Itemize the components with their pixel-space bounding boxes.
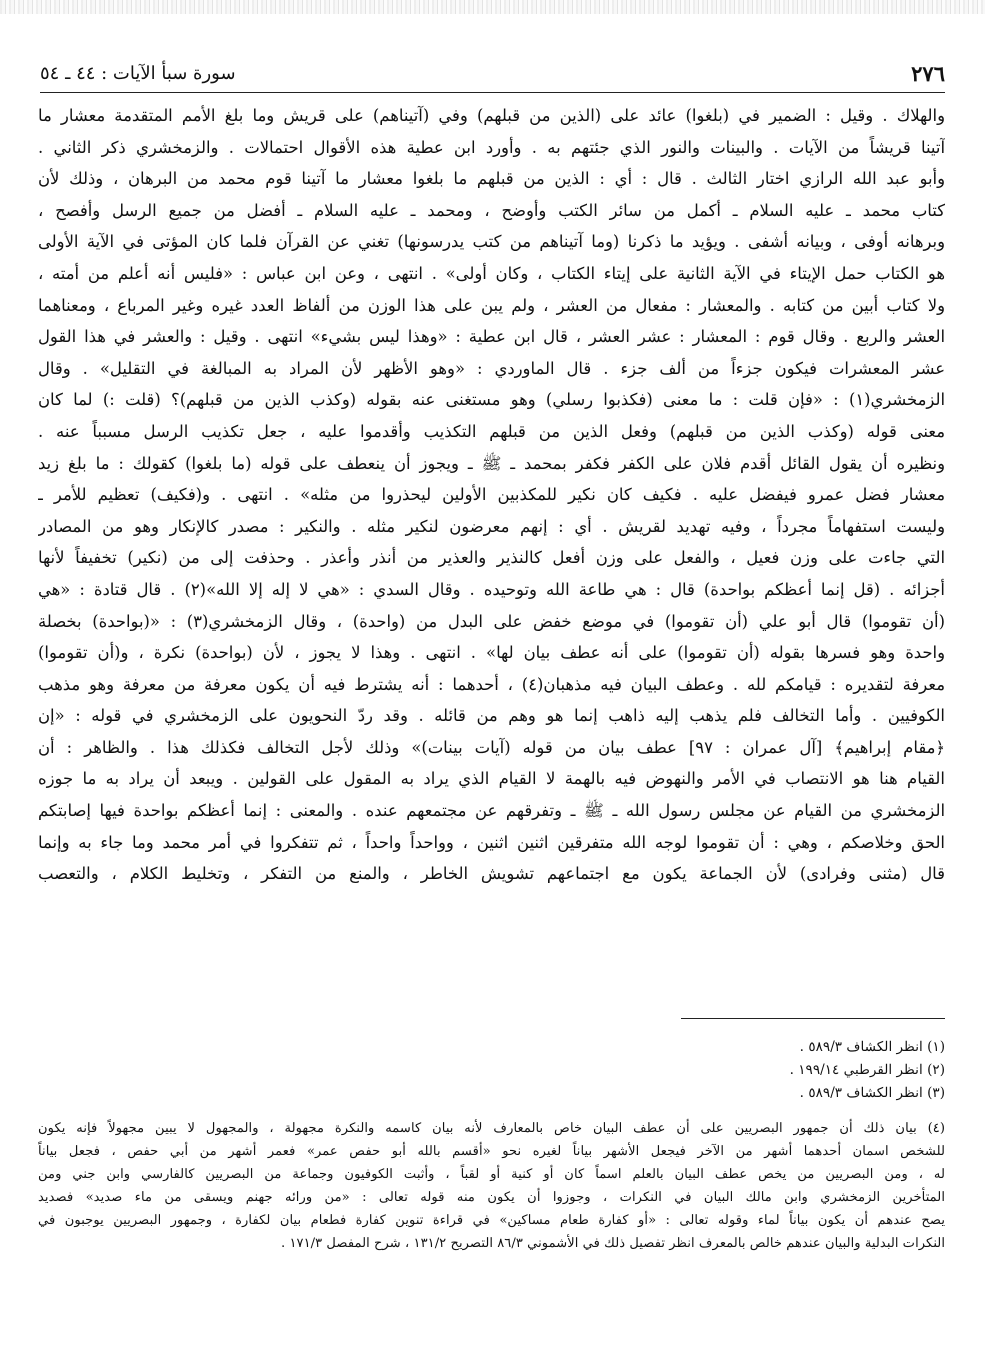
text-line: وليست استفهاماً مجرداً ، وفيه تهديد لقريش . أي : إنهم معرضون لنكير مثله . والنكير : مصدر كالإنكار وهو من المصادر [38, 516, 945, 536]
text-line: الكوفيين . وأما التخالف فلم يذهب إليه ذاهب إنما هو وهم من قائله . وقد ردّ النحويون على الزمخشري في قوله : «إن [38, 706, 945, 726]
scan-edge [0, 0, 985, 14]
text-line: القيام هنا هو الانتصاب في الأمر والنهوض فيه بالهمة لا القيام الذي يراد به المقول على القولين . ويبعد أن يراد به ما جوزه [38, 769, 945, 789]
text-line: والهلاك . وقيل : الضمير في (بلغوا) عائد على (الذين من قبلهم) وفي (آتيناهم) على قريش وما بلغ الأمم المتقدمة معشار ما [38, 106, 945, 125]
page-header [40, 58, 945, 88]
text-line: آتينا قريشاً من الآيات . والبينات والنور الذي جئتهم به . وأورد ابن عطية هذه الأقوال احتمالات . والزمخشري ذكر الثاني . [38, 137, 945, 157]
footnote-divider [681, 1018, 945, 1019]
footnote-4 [38, 1117, 945, 1255]
footnote-line: يصح عندهم أن يكون بياناً لماء وقوله تعالى : «أو كفارة طعام مساكين» في قراءة تنوين كفارة فطعام بيان لكفارة ، وجمهور البصريين يوجبون في [38, 1213, 945, 1228]
text-line: قال (مثنى وفرادى) لأن الجماعة يكون مع اجتماعهم تشويش الخاطر ، والمنع من التفكر ، وتخليط الكلام ، والتعصب [38, 864, 945, 884]
text-line: أجزائه . (قل إنما أعظكم بواحدة) قال : هي طاعة الله وتوحيده . وقال السدي : «هي لا إله إلا الله»(٢) . قال قتادة : «هي [38, 579, 945, 599]
text-line: ﴿مقام إبراهيم﴾ [آل عمران : ٩٧] عطف بيان من قوله (آيات بينات)» وذلك لأجل التخالف فكذلك هذا . والظاهر : أن [38, 737, 945, 757]
text-line: التي جاءت على وزن فعيل ، والفعل على وزن أفعل كالنذير والعذير من أنذر وأعذر . وحذفت إلى من (نكير) تخفيفاً لأنها [38, 548, 945, 568]
text-line: عشر المعشرات فيكون جزءاً من ألف جزء . قال الماوردي : «وهو الأظهر لأن المراد به المبالغة في التقليل» . وقال [38, 358, 945, 378]
footnote: (٣) انظر الكشاف ٥٨٩/٣ . [799, 1085, 945, 1101]
text-line: معرفة لتقديره : قيامكم لله . وعطف البيان فيه مذهبان(٤) ، أحدهما : أنه يشترط فيه أن يكون معرفة من معرفة وهو مذهب [38, 674, 945, 694]
text-line: (أن تقوموا) قال أبو علي (أن تقوموا) في موضع خفض على البدل من (واحدة) ، وقال الزمخشري(٣) : «(بواحدة) بخصلة [38, 611, 945, 631]
footnote-line: المتأخرين الزمخشري وابن مالك البيان في النكرات ، وجوزوا أن يكون منه قوله تعالى : «من ورائه جهنم ويسقى من ماء صديد» فصديد [38, 1190, 945, 1205]
text-line: معنى قوله (وكذب الذين من قبلهم) وفعل الذين من قبلهم التكذيب وأقدموا عليه ، جعل تكذيب الرسل مسبباً عنه . [38, 421, 945, 441]
text-line: وبرهانه أوفى ، وبيانه أشفى . ويؤيد ما ذكرنا (وما آتيناهم من كتب يدرسونها) تغني عن القرآن فلما كان المؤتى في الآية الأولى [38, 232, 945, 252]
text-line: ولا كتاب أبين من كتابه . والمعشار : مفعال من العشر ، ولم يبن على هذا الوزن من ألفاظ العدد غيره وغير المرباع ، ومعناهما [38, 295, 945, 315]
text-line: معشار فضل عمرو فيفضل عليه . فكيف كان نكير للمكذبين الأولين ليحذروا من مثله» . انتهى . و(فكيف) تعظيم للأمر ـ [38, 485, 945, 505]
text-line: كتاب محمد ـ عليه السلام ـ أكمل من سائر الكتب وأوضح ، ومحمد ـ عليه السلام ـ أفضل من جميع الرسل وأفصح ، [38, 200, 945, 220]
footnotes [38, 1036, 945, 1105]
text-line: هو الكتاب حمل الإيتاء في الآية الثانية على إيتاء الكتاب ، وكان أولى» . انتهى ، وعن ابن عباس : «فليس أنه أعلم من أمته ، [38, 263, 945, 283]
main-text [38, 100, 945, 890]
text-line: وأبو عبد الله الرازي اختار الثالث . قال : أي : الذين من قبلهم ما بلغوا معشار ما آتينا قوم محمد من البرهان ، وذلك لأن [38, 169, 945, 189]
page-number: ٢٧٦ [911, 60, 945, 86]
footnote-line: له ، ومن البصريين من يخص عطف البيان بالعلم اسماً كان أو كنية أو لقباً ، وأثبت الكوفيون وجماعة من البصريين كالفارسي وابن جني ومن [38, 1167, 945, 1182]
footnote-line: للشخص اسمان أحدهما أشهر من الآخر فيجعل الأشهر بياناً لغيره نحو «أقسم بالله أبو حفص عمر» فعمر أشهر من أبي حفص ، فجعل بياناً [38, 1144, 945, 1159]
footnote-line: (٤) بيان ذلك أن جمهور البصريين على أن عطف البيان خاص بالمعارف لأنه بيان كاسمه والنكرة مجهولة ، والمجهول لا يبين مجهولاً فإنه يكون [38, 1121, 945, 1136]
text-line: الزمخشري(١) : «فإن قلت : ما معنى (فكذبوا رسلي) وهو مستغنى عنه بقوله (وكذب الذين من قبلهم)؟ (قلت :) لما كان [38, 390, 945, 410]
footnote: (١) انظر الكشاف ٥٨٩/٣ . [799, 1039, 945, 1055]
footnote-line: النكرات البدلية والبيان عندهم خالص بالمعرف انظر تفصيل ذلك في الأشموني ٨٦/٣ التصريح ١٣١/٢ ، شرح المفصل ١٧١/٣ . [281, 1236, 945, 1251]
text-line: ونظيره أن يقول القائل أقدم فلان على الكفر فكفر بمحمد ـ ﷺ ـ ويجوز أن ينعطف على قوله (ما بلغوا) كقولك : ما بلغ زيد [38, 453, 945, 473]
text-line: الحق وخلاصكم ، وهي : أن تقوموا لوجه الله متفرقين اثنين اثنين ، وواحداً واحداً ، ثم تتفكروا في أمر محمد وما جاء به وإنما [38, 832, 945, 852]
text-line: واحدة وهو فسرها بقوله (أن تقوموا) على أنه عطف بيان لها» . انتهى . وهذا لا يجوز ، لأن (بواحدة) نكرة ، و(أن تقوموا) [38, 643, 945, 663]
header-divider [40, 92, 945, 93]
text-line: الزمخشري من القيام عن مجلس رسول الله ـ ﷺ ـ وتفرقهم عن مجتمعهم عنده . والمعنى : إنما أعظكم بواحدة فيها إصابتكم [38, 801, 945, 821]
text-line: العشر والربع . وقال قوم : المعشار : عشر العشر ، قال ابن عطية : «وهذا ليس بشيء» انتهى . وقيل : والعشر في هذا القول [38, 327, 945, 347]
footnote: (٢) انظر القرطبي ١٩٩/١٤ . [789, 1062, 945, 1078]
surah-reference: سورة سبأ الآيات : ٤٤ ـ ٥٤ [40, 62, 236, 84]
